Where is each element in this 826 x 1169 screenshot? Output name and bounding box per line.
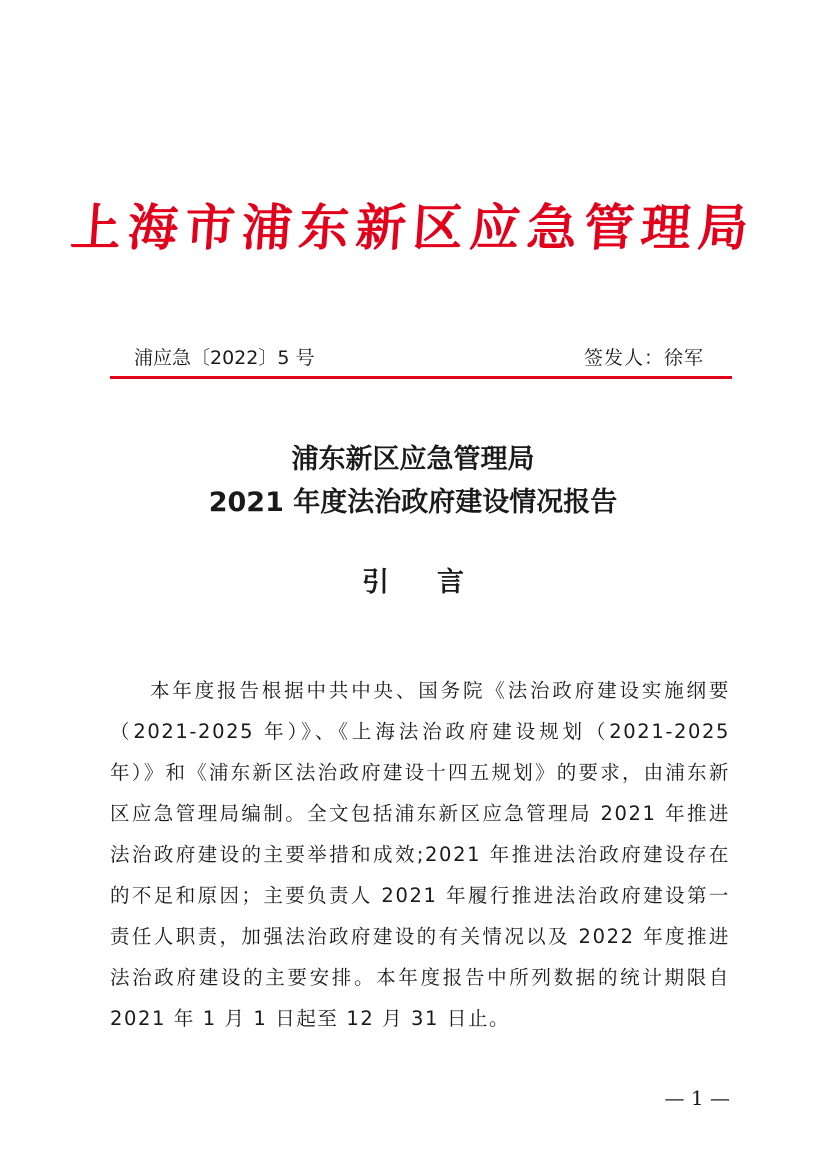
body-paragraph: 本年度报告根据中共中央、国务院《法治政府建设实施纲要（2021-2025 年）》、《上海法治政府建设规划（2021-2025 年）》和《浦东新区法治政府建设十四五规划》的要求，由浦东新区应急管理局编制。全文包括浦东新区应急管理局 2021 年推进法治政府建设的主要举措和成效;2021 年推进法治政府建设存在的不足和原因；主要负责人 2021 年履行推进法治政府建设第一责任人职责，加强法治政府建设的有关情况以及 2022 年度推进法治政府建设的主要安排。本年度报告中所列数据的统计期限自 2021 年 1 月 1 日起至 12 月 31 日止。 [110, 678, 730, 1030]
report-title-line-1: 浦东新区应急管理局 [291, 444, 535, 475]
section-heading-char-2: 言 [437, 567, 464, 598]
section-heading-char-1: 引 [362, 567, 389, 598]
red-divider [110, 376, 732, 379]
report-title [0, 438, 826, 524]
signer: 签发人：徐军 [583, 347, 704, 369]
page-number: — 1 — [664, 1086, 730, 1110]
masthead-title: 上海市浦东新区应急管理局 [68, 199, 758, 257]
document-number: 浦应急〔2022〕5 号 [134, 347, 315, 369]
report-title-line-2: 2021 年度法治政府建设情况报告 [208, 487, 618, 518]
section-heading [0, 563, 826, 603]
